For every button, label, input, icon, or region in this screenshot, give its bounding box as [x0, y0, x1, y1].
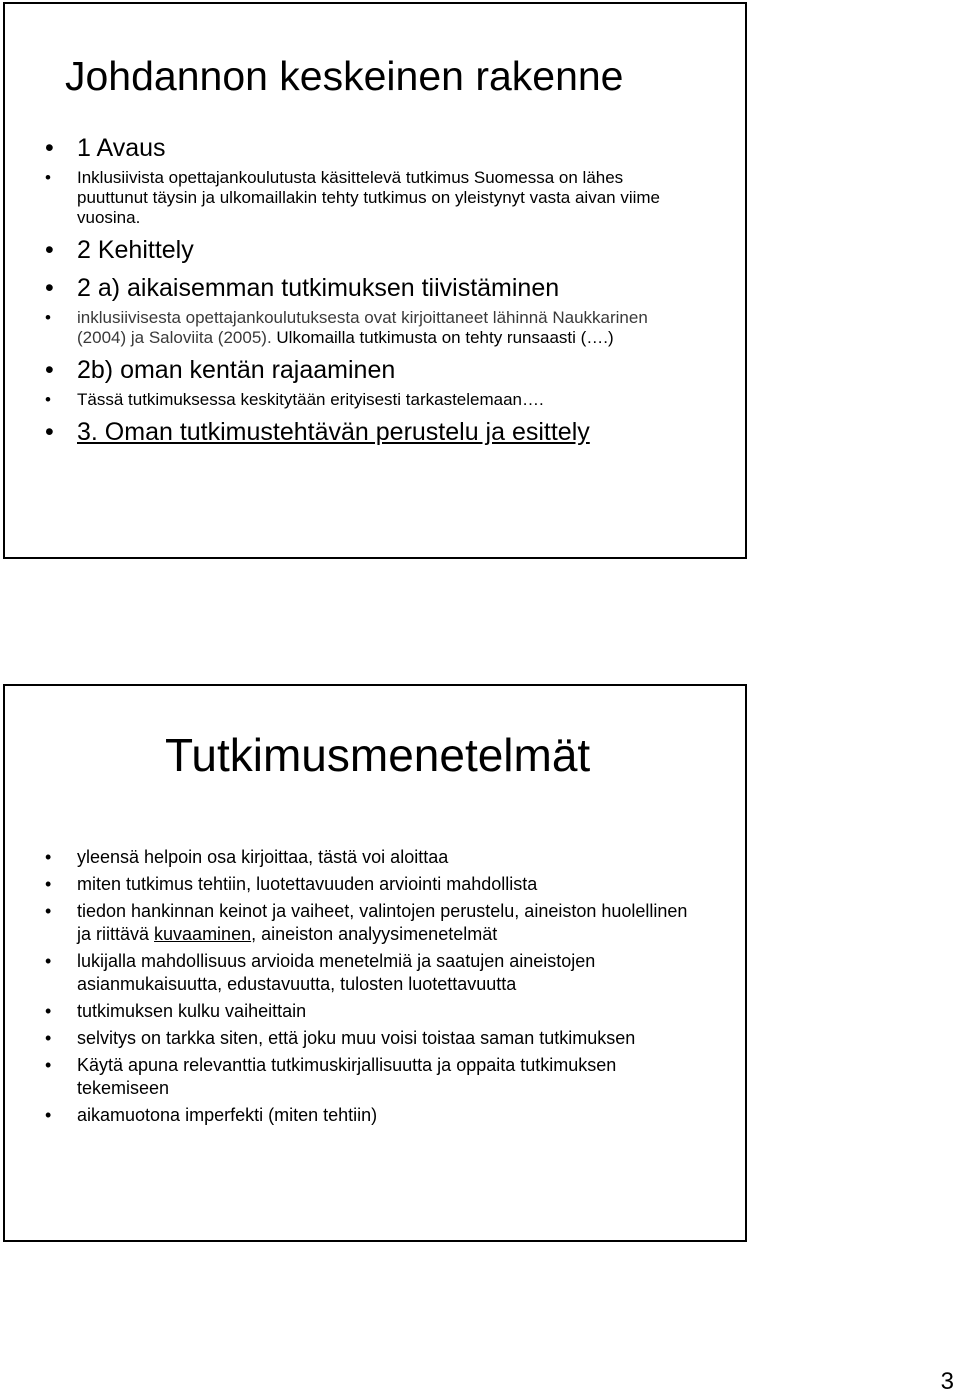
slide-2-bullet-list [5, 846, 745, 1131]
slide-1-bullet-list [5, 132, 745, 448]
bullet-tiivistaminen-detail [5, 308, 745, 348]
list-item-part-a: tiedon hankinnan keinot ja vaiheet, valintojen perustelu, aineiston huolellinen ja riittävä [77, 901, 688, 944]
bullet-tiivistaminen-detail-part-a: inklusiivisesta opettajankoulutuksesta ovat kirjoittaneet lähinnä Naukkarinen (2004) ja Saloviita (2005). [77, 308, 648, 347]
list-item: • lukijalla mahdollisuus arvioida menetelmiä ja saatujen aineistojen asianmukaisuutta, edustavuutta, tulosten luotettavuutta [5, 950, 745, 996]
list-item: • aikamuotona imperfekti (miten tehtiin) [5, 1104, 745, 1127]
list-item-part-b: , aineiston analyysimenetelmät [251, 924, 498, 944]
page-number: 3 [940, 1368, 954, 1395]
slide-2 [3, 684, 747, 1242]
slide-1-title: Johdannon keskeinen rakenne [65, 53, 624, 99]
bullet-avaus: • 1 Avaus [5, 132, 745, 164]
bullet-tiivistaminen: • 2 a) aikaisemman tutkimuksen tiivistäminen [5, 272, 745, 304]
bullet-rajaaminen: • 2b) oman kentän rajaaminen [5, 354, 745, 386]
bullet-rajaaminen-detail: • Tässä tutkimuksessa keskitytään erityisesti tarkastelemaan…. [5, 390, 745, 410]
list-item [5, 900, 745, 946]
list-item: • yleensä helpoin osa kirjoittaa, tästä voi aloittaa [5, 846, 745, 869]
slide-1 [3, 2, 747, 559]
bullet-kehittely: • 2 Kehittely [5, 234, 745, 266]
list-item-underlined-word: kuvaaminen [154, 924, 252, 944]
bullet-tiivistaminen-detail-part-b: Ulkomailla tutkimusta on tehty runsaasti (….) [271, 328, 614, 347]
list-item: • Käytä apuna relevanttia tutkimuskirjallisuutta ja oppaita tutkimuksen tekemiseen [5, 1054, 745, 1100]
list-item: • tutkimuksen kulku vaiheittain [5, 1000, 745, 1023]
list-item: • selvitys on tarkka siten, että joku muu voisi toistaa saman tutkimuksen [5, 1027, 745, 1050]
slide-2-title: Tutkimusmenetelmät [165, 729, 591, 781]
bullet-avaus-detail: • Inklusiivista opettajankoulutusta käsittelevä tutkimus Suomessa on lähes puuttunut täysin ja ulkomaillakin tehty tutkimus on yleistynyt vasta aivan viime vuosina. [5, 168, 745, 228]
bullet-tutkimustehtava: • 3. Oman tutkimustehtävän perustelu ja esittely [5, 416, 745, 448]
list-item: • miten tutkimus tehtiin, luotettavuuden arviointi mahdollista [5, 873, 745, 896]
